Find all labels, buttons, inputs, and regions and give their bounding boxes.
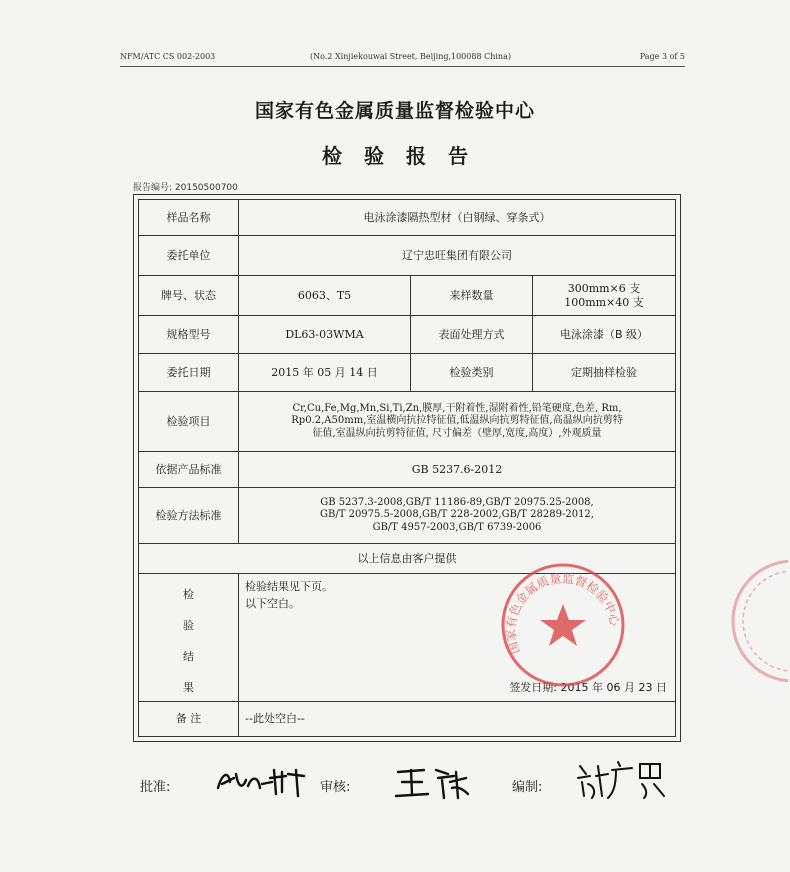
items-line-3: 征值,室温纵向抗剪特征值, 尺寸偏差（壁厚,宽度,高度）,外观质量 [312,427,602,439]
result-char-1: 检 [183,588,194,601]
value-remark: --此处空白-- [245,712,305,726]
result-line-1: 检验结果见下页。 [245,580,333,593]
quantity-line-1: 300mm×6 支 [567,281,641,295]
label-spec: 规格型号 [139,316,239,354]
label-method-std: 检验方法标准 [139,488,239,544]
label-sample-name: 样品名称 [139,200,239,236]
label-items: 检验项目 [139,392,239,452]
header-rule [120,66,685,67]
label-product-std: 依据产品标准 [139,452,239,488]
quantity-line-2: 100mm×40 支 [564,295,644,309]
value-category: 定期抽样检验 [533,354,675,392]
signature-row [140,764,680,804]
value-surface: 电泳涂漆（B 级） [533,316,675,354]
label-client: 委托单位 [139,236,239,276]
result-char-3: 结 [183,650,194,664]
label-date: 委托日期 [139,354,239,392]
header-page: Page 3 of 5 [639,52,685,61]
preparer-signature [574,756,674,802]
method-line-1: GB 5237.3-2008,GB/T 11186-89,GB/T 20975.25-2008, [320,496,594,508]
value-method-std [239,488,675,544]
value-sample-name: 电泳涂漆隔热型材（白钢绿、穿条式） [239,200,675,236]
result-char-4: 果 [183,681,194,695]
value-client: 辽宁忠旺集团有限公司 [239,236,675,276]
reviewer-signature [394,764,474,802]
value-date: 2015 年 05 月 14 日 [239,354,411,392]
prepare-label: 编制: [512,780,543,795]
official-seal-icon [498,560,628,690]
page-header [120,52,685,66]
method-line-3: GB/T 4957-2003,GB/T 6739-2006 [372,521,542,533]
label-quantity: 来样数量 [411,276,533,316]
approver-signature [212,764,312,800]
value-quantity [533,276,675,316]
report-number: 报告编号: 20150500700 [133,183,238,193]
label-result [139,574,239,702]
issue-date: 签发日期: 2015 年 06 月 23 日 [509,681,667,695]
value-grade: 6063、T5 [239,276,411,316]
header-address: (No.2 Xinjiekouwai Street, Beijing,100088 China) [310,52,511,61]
method-line-2: GB/T 20975.5-2008,GB/T 228-2002,GB/T 28289-2012, [320,509,594,521]
client-info-note: 以上信息由客户提供 [139,544,675,574]
items-line-2: Rp0.2,A50mm,室温横向抗拉特征值,低温纵向抗剪特征值,高温纵向抗剪特 [291,415,623,427]
result-char-2: 验 [183,619,194,633]
approve-label: 批准: [140,780,171,795]
value-spec: DL63-03WMA [239,316,411,354]
label-surface: 表面处理方式 [411,316,533,354]
label-remark: 备 注 [139,702,239,736]
value-product-std: GB 5237.6-2012 [239,452,675,488]
items-line-1: Cr,Cu,Fe,Mg,Mn,Si,Ti,Zn,膜厚,干附着性,湿附着性,铅笔硬度,色差, Rm, [292,402,622,414]
header-code: NFM/ATC CS 002-2003 [120,52,216,61]
value-items [239,392,675,452]
label-category: 检验类别 [411,354,533,392]
document-title: 国家有色金属质量监督检验中心 [254,100,535,122]
review-label: 审核: [320,780,351,795]
partial-seal-icon [718,546,788,696]
seal-text: 国家有色金属质量监督检验中心 [503,571,622,656]
document-subtitle: 检验报告 [322,144,490,168]
result-line-2: 以下空白。 [245,597,300,610]
label-grade: 牌号、状态 [139,276,239,316]
